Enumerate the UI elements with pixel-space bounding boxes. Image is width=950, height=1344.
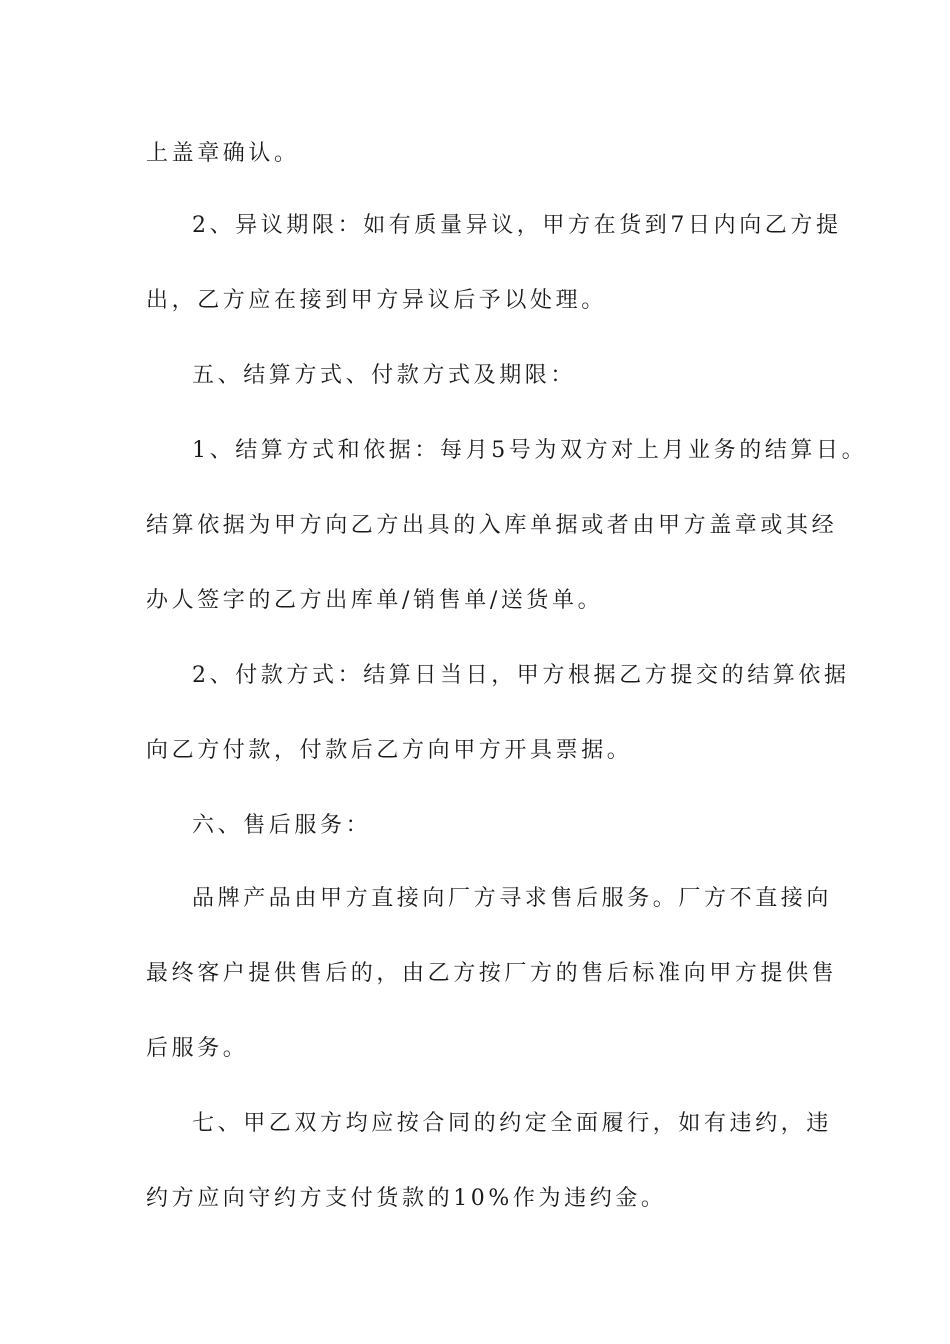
paragraph-line: 向乙方付款，付款后乙方向甲方开具票据。: [146, 738, 633, 763]
section-heading: 六、售后服务：: [192, 813, 372, 838]
paragraph-line: 约方应向守约方支付货款的10%作为违约金。: [146, 1186, 667, 1211]
paragraph-line: 结算依据为甲方向乙方出具的入库单据或者由甲方盖章或其经: [146, 513, 838, 538]
section-heading: 五、结算方式、付款方式及期限：: [192, 363, 577, 388]
paragraph-line: 最终客户提供售后的，由乙方按厂方的售后标准向甲方提供售: [146, 961, 838, 986]
paragraph-line: 1、结算方式和依据：每月5号为双方对上月业务的结算日。: [192, 438, 868, 463]
paragraph-line: 2、付款方式：结算日当日，甲方根据乙方提交的结算依据: [192, 663, 850, 688]
paragraph-line: 七、甲乙双方均应按合同的约定全面履行，如有违约，违: [192, 1111, 833, 1136]
paragraph-line: 出，乙方应在接到甲方异议后予以处理。: [146, 288, 607, 313]
paragraph-line: 上盖章确认。: [146, 141, 300, 166]
paragraph-line: 后服务。: [146, 1036, 249, 1061]
paragraph-line: 2、异议期限：如有质量异议，甲方在货到7日内向乙方提: [192, 213, 842, 238]
paragraph-line: 品牌产品由甲方直接向厂方寻求售后服务。厂方不直接向: [192, 886, 833, 911]
paragraph-line: 办人签字的乙方出库单/销售单/送货单。: [146, 588, 604, 613]
